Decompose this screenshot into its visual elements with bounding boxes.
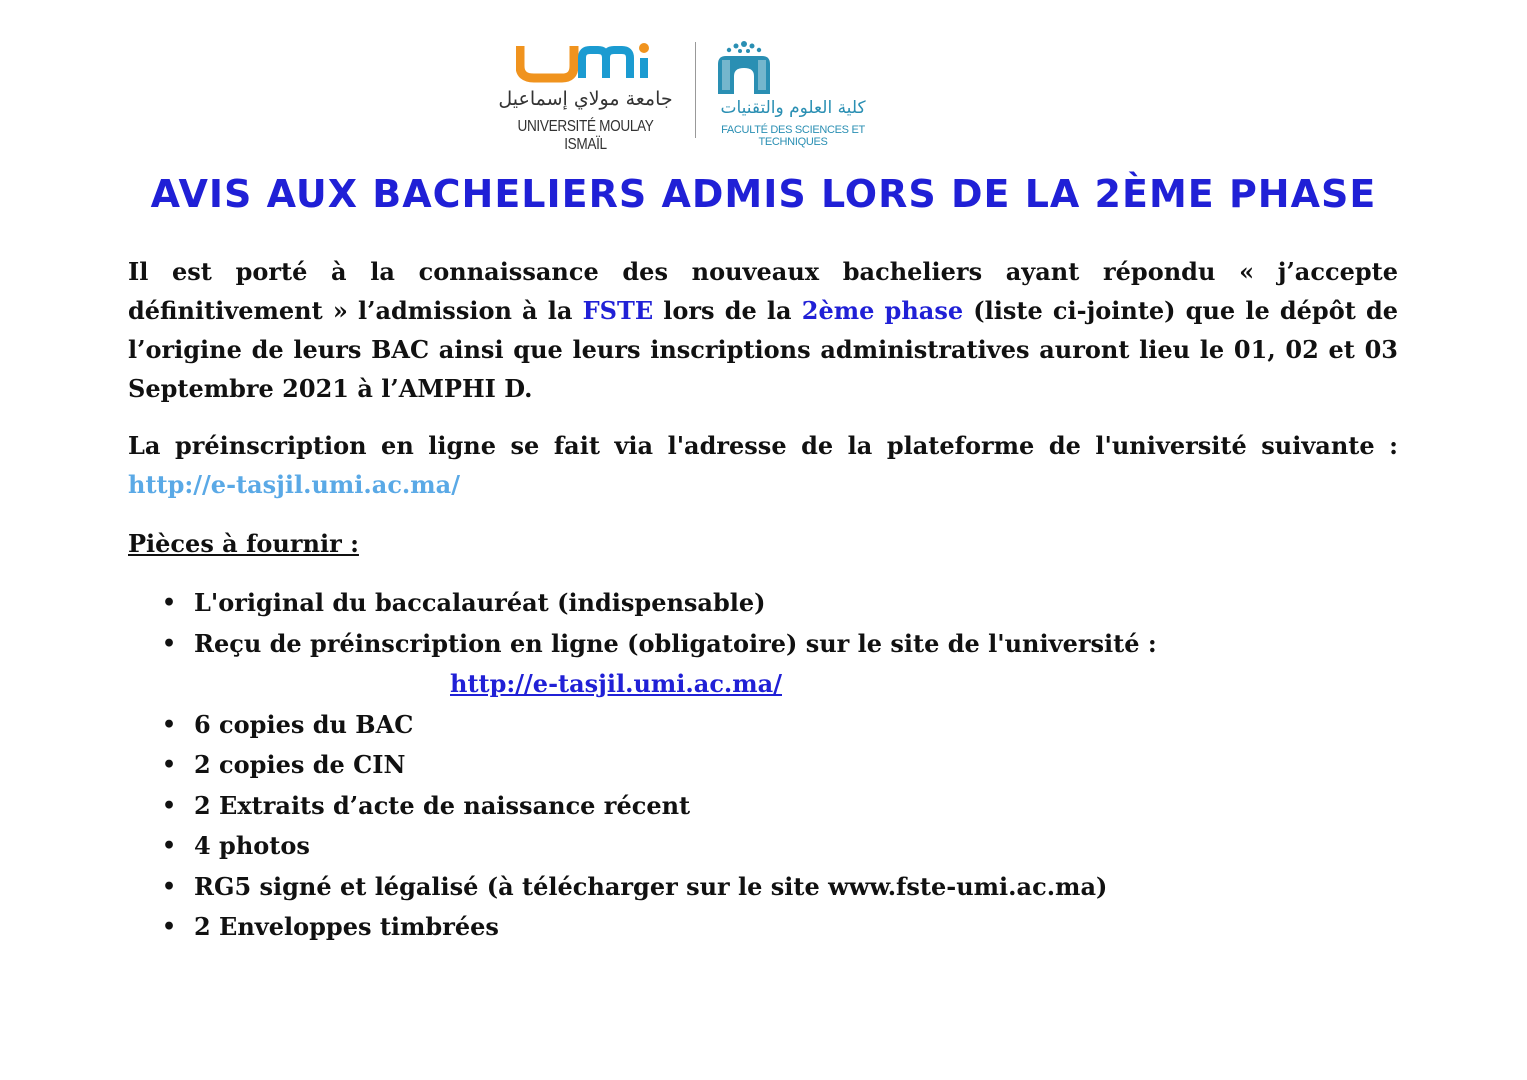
- header-logos: [488, 38, 888, 153]
- list-item-text: 2 Extraits d’acte de naissance récent: [194, 790, 691, 820]
- umi-logo: [488, 38, 688, 153]
- preinscription-paragraph: [128, 426, 1398, 504]
- pieces-heading: Pièces à fournir :: [128, 529, 359, 558]
- bullet-icon: •: [162, 833, 177, 859]
- list-item: [128, 786, 1398, 827]
- fst-logo: [708, 38, 888, 148]
- e-tasjil-list-link[interactable]: http://e-tasjil.umi.ac.ma/: [450, 669, 782, 698]
- phase-highlight: 2ème phase: [801, 296, 964, 325]
- list-item: [128, 705, 1398, 746]
- list-item-text: L'original du baccalauréat (indispensable): [194, 588, 766, 617]
- umi-arabic-name: جامعة مولاي إسماعيل: [498, 88, 673, 110]
- admission-text-2: lors de la: [653, 296, 802, 325]
- list-item-text: 6 copies du BAC: [194, 709, 414, 739]
- list-item-text: 4 photos: [194, 831, 310, 860]
- notice-title: AVIS AUX BACHELIERS ADMIS LORS DE LA 2ÈME PHASE: [150, 172, 1377, 216]
- fst-arabic-name: كلية العلوم والتقنيات: [720, 98, 866, 118]
- list-item-text: 2 Enveloppes timbrées: [194, 912, 499, 941]
- bullet-icon: •: [162, 711, 177, 738]
- list-item: [128, 745, 1398, 786]
- list-item-text: 2 copies de CIN: [194, 750, 406, 779]
- list-item-text: RG5 signé et légalisé (à télécharger sur le site www.fste-umi.ac.ma): [194, 871, 1108, 901]
- list-item-link-row: [128, 664, 1398, 705]
- preinscription-text: La préinscription en ligne se fait via l'adresse de la plateforme de l'université suivante :: [128, 431, 1398, 460]
- fst-emblem-icon: [712, 38, 776, 96]
- umi-logo-mark: [516, 40, 656, 86]
- list-item: [128, 583, 1398, 624]
- umi-latin-name: UNIVERSITÉ MOULAY ISMAÏL: [517, 118, 654, 153]
- admission-paragraph: [128, 252, 1398, 408]
- list-item-text: Reçu de préinscription en ligne (obligatoire) sur le site de l'université :: [194, 628, 1157, 658]
- e-tasjil-link[interactable]: http://e-tasjil.umi.ac.ma/: [128, 470, 460, 499]
- list-item: [128, 826, 1398, 867]
- pieces-list: [128, 583, 1398, 948]
- list-item: [128, 907, 1398, 948]
- fste-highlight: FSTE: [582, 296, 654, 325]
- notice-body: [128, 252, 1398, 948]
- list-item: [128, 624, 1398, 665]
- list-item: [128, 867, 1398, 908]
- bullet-icon: •: [162, 914, 177, 940]
- bullet-icon: •: [162, 590, 177, 616]
- admission-text-1: Il est porté à la connaissance des nouveaux bacheliers ayant répondu « j’accepte définitivement » l’admission à la: [128, 257, 1398, 325]
- admission-text-3: (liste ci-jointe) que le dépôt de l’origine de leurs BAC ainsi que leurs inscriptions administratives auront lieu le 01, 02 et 03 Septembre 2021 à l’AMPHI D.: [128, 296, 1399, 403]
- bullet-icon: •: [162, 792, 177, 819]
- bullet-icon: •: [162, 752, 177, 778]
- fst-latin-name: FACULTÉ DES SCIENCES ET TECHNIQUES: [721, 124, 865, 148]
- bullet-icon: •: [162, 630, 177, 657]
- logo-divider: [695, 42, 696, 138]
- bullet-icon: •: [162, 873, 177, 900]
